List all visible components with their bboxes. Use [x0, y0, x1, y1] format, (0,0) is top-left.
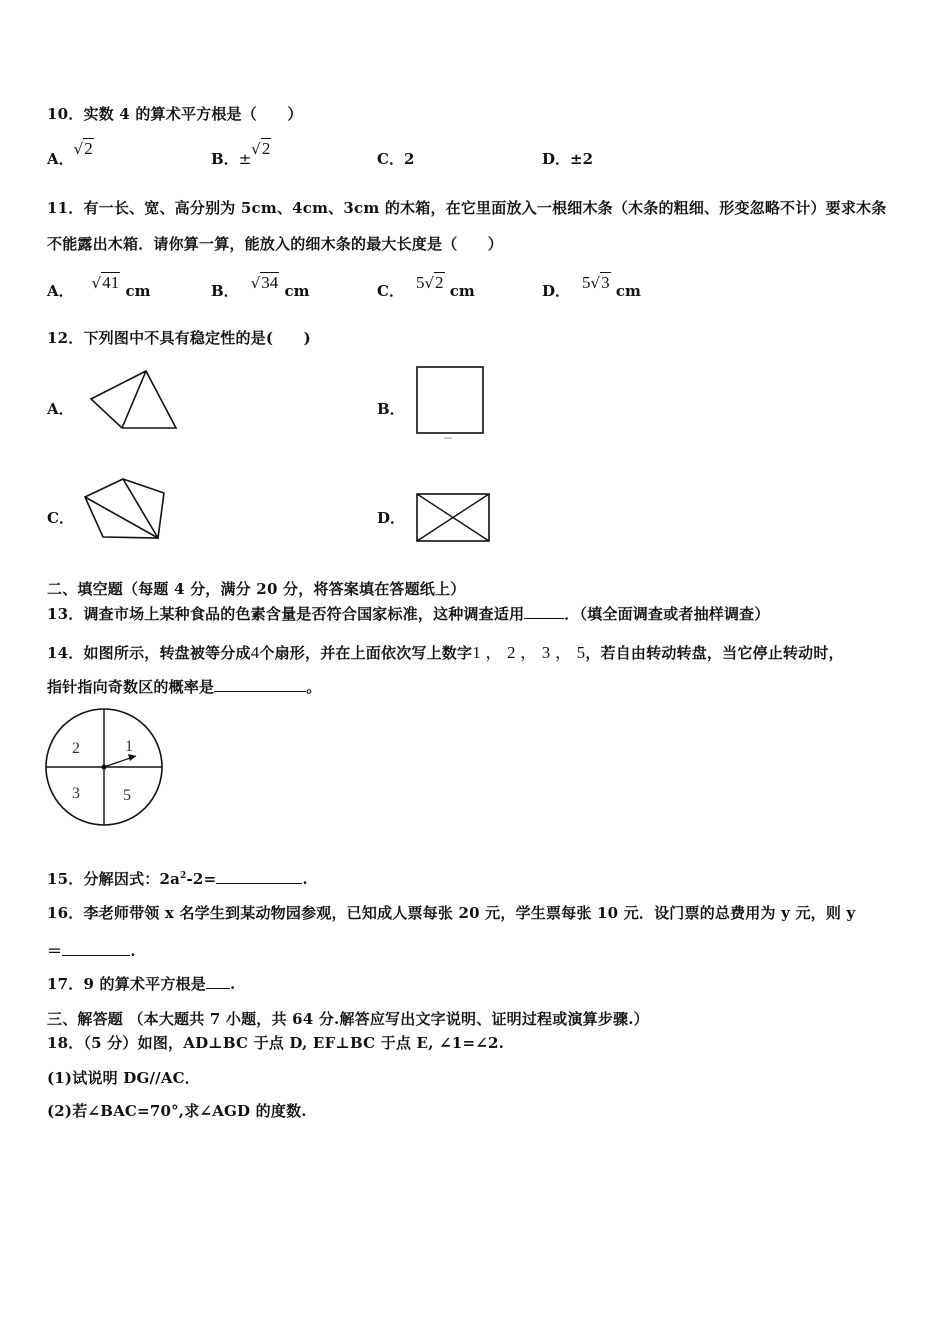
q14-text-mid: 个扇形，并在上面依次写上数字 [259, 644, 473, 662]
q15 [47, 868, 308, 889]
section-2-heading: 二、填空题（每题 4 分，满分 20 分，将答案填在答题纸上） [47, 580, 466, 598]
q11-option-d-sqrt: √3 [590, 273, 610, 292]
q10-option-b-sqrt: √2 [251, 139, 271, 158]
q11-line2: 不能露出木箱．请你算一算，能放入的细木条的最大长度是（ ） [47, 235, 504, 253]
q10-option-a [47, 139, 94, 169]
q13 [47, 603, 770, 624]
q11-option-c-unit: cm [449, 282, 475, 300]
q12-figure-b-square [412, 362, 488, 440]
q14-spinner-wheel [44, 706, 166, 828]
q14-sector-count: 4 [250, 643, 260, 662]
q11-option-d [542, 273, 641, 301]
q17-answer-blank [206, 988, 230, 989]
q18-stem: 18．（5 分）如图，AD⊥BC 于点 D, EF⊥BC 于点 E, ∠1=∠2. [47, 1034, 505, 1052]
q15-answer-blank [216, 883, 302, 884]
q10-option-a-sqrt: √2 [73, 139, 93, 158]
q11-option-a-unit: cm [125, 282, 151, 300]
q14-wheel-label-3: 3 [72, 785, 80, 802]
q10-option-b-label: B． [211, 150, 239, 168]
q12-option-a-label: A． [47, 400, 74, 418]
q10-option-b-pm: ± [238, 150, 252, 168]
q11-option-a-sqrt: √41 [91, 273, 120, 292]
q17-text: 17．9 的算术平方根是 [47, 975, 206, 993]
q10-option-d: D．±2 [542, 150, 594, 168]
q11-option-c-label: C． [377, 282, 404, 300]
q10-option-b [211, 139, 271, 169]
q17-end: . [229, 975, 236, 993]
q15-end: . [302, 870, 308, 888]
q11-option-a-label: A． [47, 282, 74, 300]
q13-text-pre: 13．调查市场上某种食品的色素含量是否符合国家标准，这种调查适用 [47, 605, 525, 623]
q10-option-c: C．2 [377, 150, 415, 168]
q13-text-post: ．（填全面调查或者抽样调查） [564, 605, 770, 623]
q12-option-d-label: D． [377, 509, 406, 527]
q12-figure-a-triangles [86, 366, 182, 434]
q13-answer-blank [524, 618, 564, 619]
q14-line2-end: 。 [306, 678, 322, 696]
q14-answer-blank [214, 691, 306, 692]
q12-stem: 12．下列图中不具有稳定性的是( ) [47, 329, 311, 347]
q18-part2: (2)若∠BAC=70°,求∠AGD 的度数. [47, 1102, 307, 1120]
q15-text-pre: 15．分解因式：2a [47, 870, 181, 888]
q11-option-d-unit: cm [615, 282, 641, 300]
q11-option-a [47, 273, 151, 301]
q18-part1: (1)试说明 DG//AC． [47, 1069, 201, 1087]
q16-line2 [47, 940, 136, 961]
q12-option-c-label: C． [47, 509, 74, 527]
q11-option-b [211, 273, 310, 301]
q11-option-d-label: D． [542, 282, 571, 300]
q11-option-c-coef: 5 [415, 273, 425, 292]
q14-line1 [47, 638, 844, 663]
q11-option-b-label: B． [211, 282, 239, 300]
q11-option-b-sqrt: √34 [250, 273, 279, 292]
q11-line1: 11．有一长、宽、高分别为 5cm、4cm、3cm 的木箱，在它里面放入一根细木条（木条的粗细、形变忽略不计）要求木条 [47, 199, 887, 217]
q14-line2 [47, 676, 321, 697]
section-3-heading: 三、解答题 （本大题共 7 小题，共 64 分.解答应写出文字说明、证明过程或演算步骤.） [47, 1010, 649, 1028]
q16-answer-blank [62, 955, 130, 956]
q10-option-a-label: A． [47, 150, 74, 168]
q15-text-post: -2= [186, 870, 217, 888]
q11-option-c-sqrt: √2 [424, 273, 444, 292]
q15-exponent: 2 [180, 871, 187, 881]
q11-option-c [377, 273, 475, 301]
q14-numbers: 1 ， 2 ， 3 ， 5 [472, 643, 586, 662]
q17 [47, 973, 235, 994]
q16-line1: 16．李老师带领 x 名学生到某动物园参观，已知成人票每张 20 元，学生票每张 10 元．设门票的总费用为 y 元，则 y [47, 904, 856, 922]
q14-text-pre: 14．如图所示，转盘被等分成 [47, 644, 251, 662]
q14-text-post: ，若自由转动转盘，当它停止转动时， [585, 644, 844, 662]
q11-option-d-coef: 5 [582, 273, 591, 292]
q14-wheel-label-5: 5 [123, 787, 131, 804]
q12-figure-c-pentagon [80, 475, 172, 543]
q11-option-b-unit: cm [284, 282, 310, 300]
q14-wheel-label-2: 2 [72, 740, 80, 757]
q14-wheel-label-1: 1 [125, 738, 133, 755]
q14-line2-text: 指针指向奇数区的概率是 [47, 678, 215, 696]
q16-equals: ＝ [47, 942, 63, 960]
q10-stem: 10．实数 4 的算术平方根是（ ） [47, 105, 303, 123]
q12-option-b-label: B． [377, 400, 405, 418]
q12-figure-d-rect-diagonals [412, 489, 494, 547]
q16-end: . [130, 942, 136, 960]
